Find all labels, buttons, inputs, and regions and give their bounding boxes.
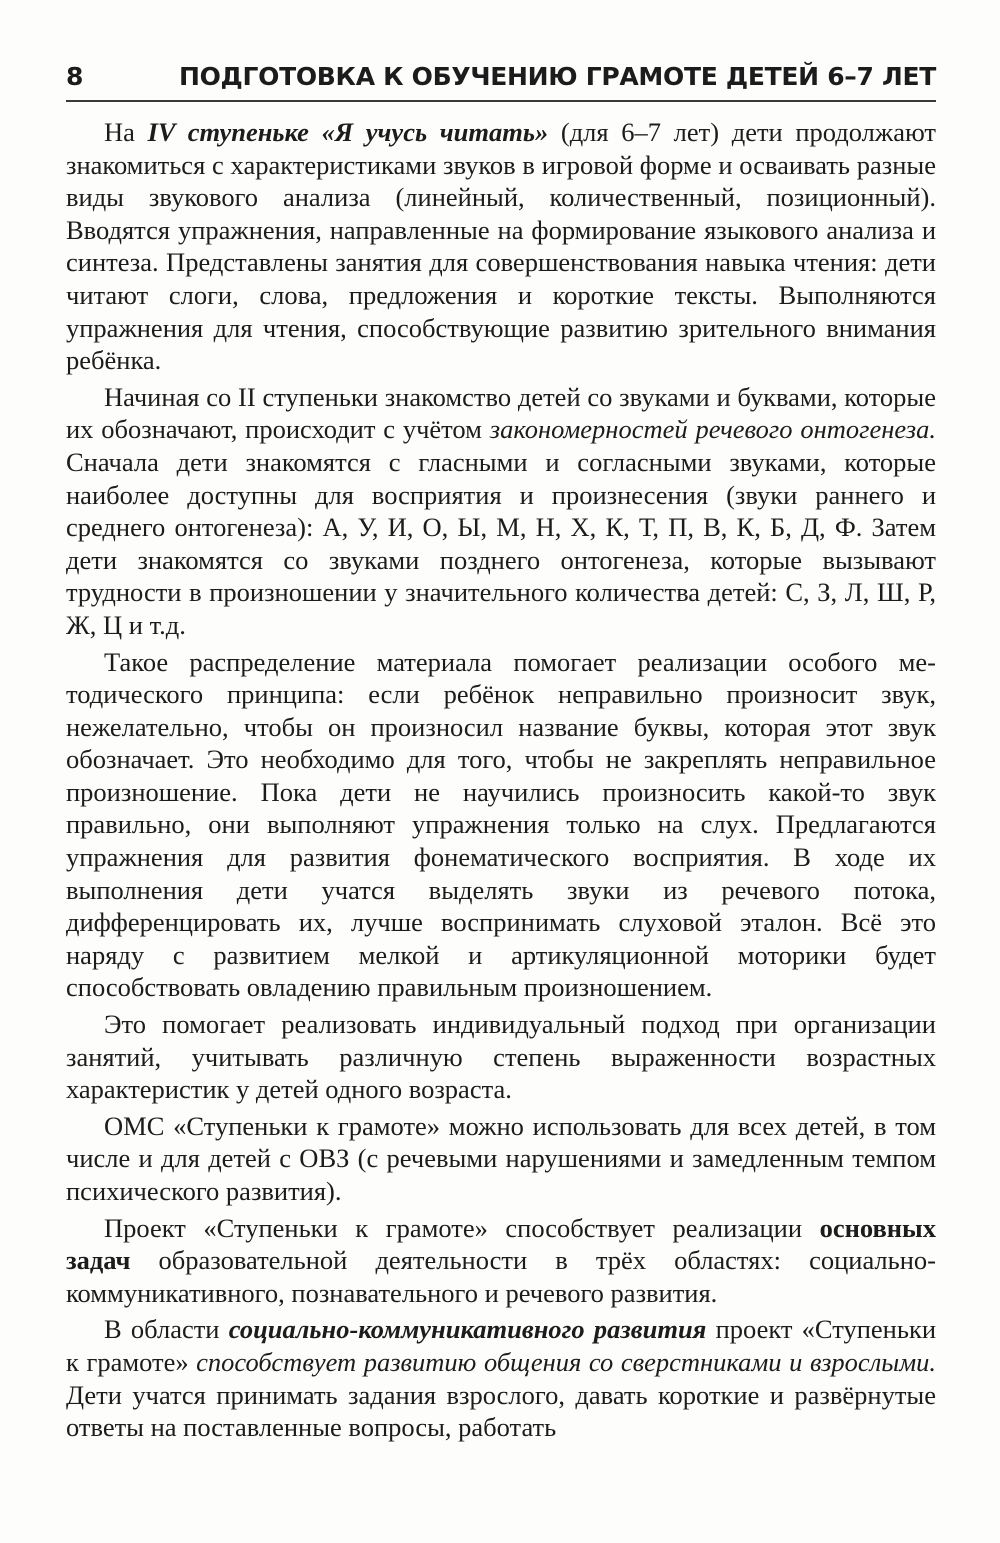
stage-iv-emphasis: IV ступеньке «Я учусь читать»: [147, 117, 549, 147]
paragraph-7-rest: Дети учатся принимать задания взрослого, давать короткие и развёрнутые ответы на поставленные вопросы, работать: [66, 1379, 936, 1443]
communication-emphasis: способствует развитию общения со сверстниками и взрослыми.: [196, 1346, 936, 1377]
paragraph-6: [66, 1212, 936, 1310]
paragraph-2-lead: Начиная со II ступеньки знакомство детей со звуками и буквами, которые их обозначают, происходит с учётом: [66, 381, 936, 445]
paragraph-5: ОМС «Ступеньки к грамоте» можно использовать для всех детей, в том числе и для детей с ОВЗ (с речевыми нарушениями и замедленным темпом психического развития).: [66, 1110, 936, 1206]
paragraph-7-middle: проект «Ступеньки к грамоте»: [66, 1314, 936, 1377]
paragraph-1-lead: На: [104, 117, 148, 147]
ontogenesis-emphasis: закономерностей речевого онтогенеза.: [489, 414, 936, 445]
header-rule: [66, 100, 936, 102]
main-tasks-emphasis: основных задач: [66, 1212, 936, 1276]
paragraph-6-lead: Проект «Ступеньки к грамоте» способствует реализации: [104, 1212, 820, 1243]
paragraph-4: Это помогает реализовать индивидуальный подход при организации занятий, учитывать различную степень выраженности возрастных характеристик у детей одного возраста.: [66, 1009, 936, 1105]
paragraph-1: [66, 116, 936, 377]
paragraph-7-lead: В области: [104, 1314, 229, 1345]
running-header: [66, 56, 936, 96]
paragraph-2-rest: Сначала дети знакомятся с гласными и согласными звуками, которые наиболее доступны для восприятия и произнесения (звуки раннего и среднего онтогенеза): А, У, И, О, Ы, М, Н, Х, К, Т, П, В, К, Б, Д, Ф. Затем дети знакомятся со звуками позднего онтогенеза, которые вызывают трудности в произношении у значительного количества детей: С, З, Л, Ш, Р, Ж, Ц и т.д.: [66, 446, 936, 640]
paragraph-3: Такое распределение материала помогает реализации особого методического принципа: если ребёнок неправильно произносит звук, нежелательно, чтобы он произносил название буквы, которая этот звук обозначает. Это необходимо для того, чтобы не закреплять неправильное произношение. Пока дети не научились произносить какой-то звук правильно, они выполняют упражнения только на слух. Предлагаются упражнения для развития фонематического восприятия. В ходе их выполнения дети учатся выделять звуки из речевого потока, дифференцировать их, лучше воспринимать слуховой эталон. Всё это наряду с развитием мелкой и артикуляционной моторики будет способствовать овладению правильным произношением.: [66, 646, 936, 1003]
page-body: [66, 116, 936, 1448]
social-development-emphasis: социально-коммуникативного развития: [228, 1314, 707, 1345]
paragraph-6-rest: образовательной деятельности в трёх областях: социально-коммуникативного, познавательного и речевого развития.: [66, 1245, 936, 1308]
running-title: ПОДГОТОВКА К ОБУЧЕНИЮ ГРАМОТЕ ДЕТЕЙ 6–7 ЛЕТ: [178, 61, 936, 91]
paragraph-2: [66, 381, 936, 642]
paragraph-1-rest: (для 6–7 лет) дети продолжают знакомиться с характеристиками звуков в игровой форме и осваивать разные виды звукового анализа (линейный, количественный, позиционный). Вводятся упражнения, направленные на формирование языкового анализа и синтеза. Представлены занятия для совершенствования навыка чтения: дети читают слоги, слова, предложения и короткие тексты. Выполняются упражнения для чтения, способствующие развитию зрительного внимания ребёнка.: [66, 117, 937, 376]
page-number: 8: [66, 61, 84, 91]
paragraph-7: [66, 1313, 936, 1443]
